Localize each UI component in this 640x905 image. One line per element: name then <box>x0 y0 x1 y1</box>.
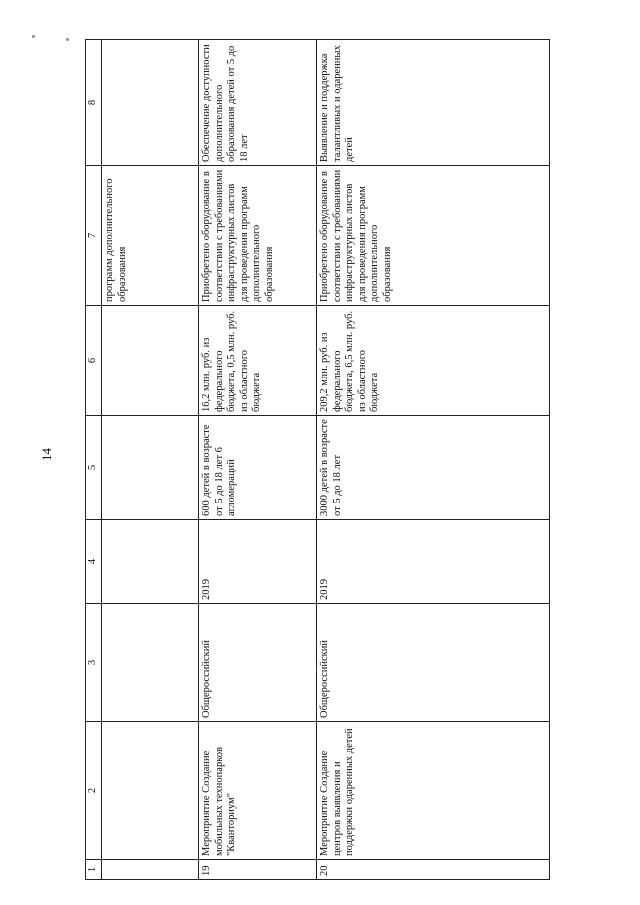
goal-cell: Обеспечение доступности дополнительного образования детей от 5 до 18 лет <box>199 40 317 166</box>
header-cell-6: 6 <box>86 306 102 416</box>
empty-cell <box>102 40 199 166</box>
row-number: 20 <box>317 860 550 880</box>
empty-cell <box>102 306 199 416</box>
table-row <box>199 40 317 880</box>
result-cell: программ дополнительного образования <box>102 166 199 306</box>
header-cell-5: 5 <box>86 416 102 520</box>
result-cell: Приобретено оборудование в соответствии с требованиями инфраструктурных листов для проведения программ дополнительного образования <box>317 166 550 306</box>
scan-speck <box>66 38 69 41</box>
empty-cell <box>102 722 199 860</box>
empty-cell <box>102 860 199 880</box>
header-cell-1: 1 <box>86 860 102 880</box>
row-number: 19 <box>199 860 317 880</box>
rotated-table-container <box>85 40 550 880</box>
scan-speck <box>32 35 35 38</box>
continuation-row <box>102 40 199 880</box>
header-cell-4: 4 <box>86 520 102 604</box>
header-cell-3: 3 <box>86 604 102 722</box>
events-table <box>85 39 550 880</box>
participants-cell: 3000 детей в возрасте от 5 до 18 лет <box>317 416 550 520</box>
header-row <box>86 40 102 880</box>
level-cell: Общероссийский <box>199 604 317 722</box>
level-cell: Общероссийский <box>317 604 550 722</box>
table-row <box>317 40 550 880</box>
empty-cell <box>102 416 199 520</box>
year-cell: 2019 <box>199 520 317 604</box>
participants-cell: 600 детей в возрасте от 5 до 18 лет 6 агломераций <box>199 416 317 520</box>
header-cell-7: 7 <box>86 166 102 306</box>
funding-cell: 209,2 млн. руб. из федерального бюджета, 6,5 млн. руб. из областного бюджета <box>317 306 550 416</box>
page-number: 14 <box>39 448 54 461</box>
empty-cell <box>102 604 199 722</box>
event-cell: Мероприятие Создание мобильных технопарков "Кванториум" <box>199 722 317 860</box>
year-cell: 2019 <box>317 520 550 604</box>
event-cell: Мероприятие Создание центров выявления и поддержки одаренных детей <box>317 722 550 860</box>
result-cell: Приобретено оборудование в соответствии с требованиями инфраструктурных листов для проведения программ дополнительного образования <box>199 166 317 306</box>
empty-cell <box>102 520 199 604</box>
header-cell-2: 2 <box>86 722 102 860</box>
goal-cell: Выявление и поддержка талантливых и одаренных детей <box>317 40 550 166</box>
funding-cell: 16,2 млн. руб. из федерального бюджета, 0,5 млн. руб. из областного бюджета <box>199 306 317 416</box>
header-cell-8: 8 <box>86 40 102 166</box>
